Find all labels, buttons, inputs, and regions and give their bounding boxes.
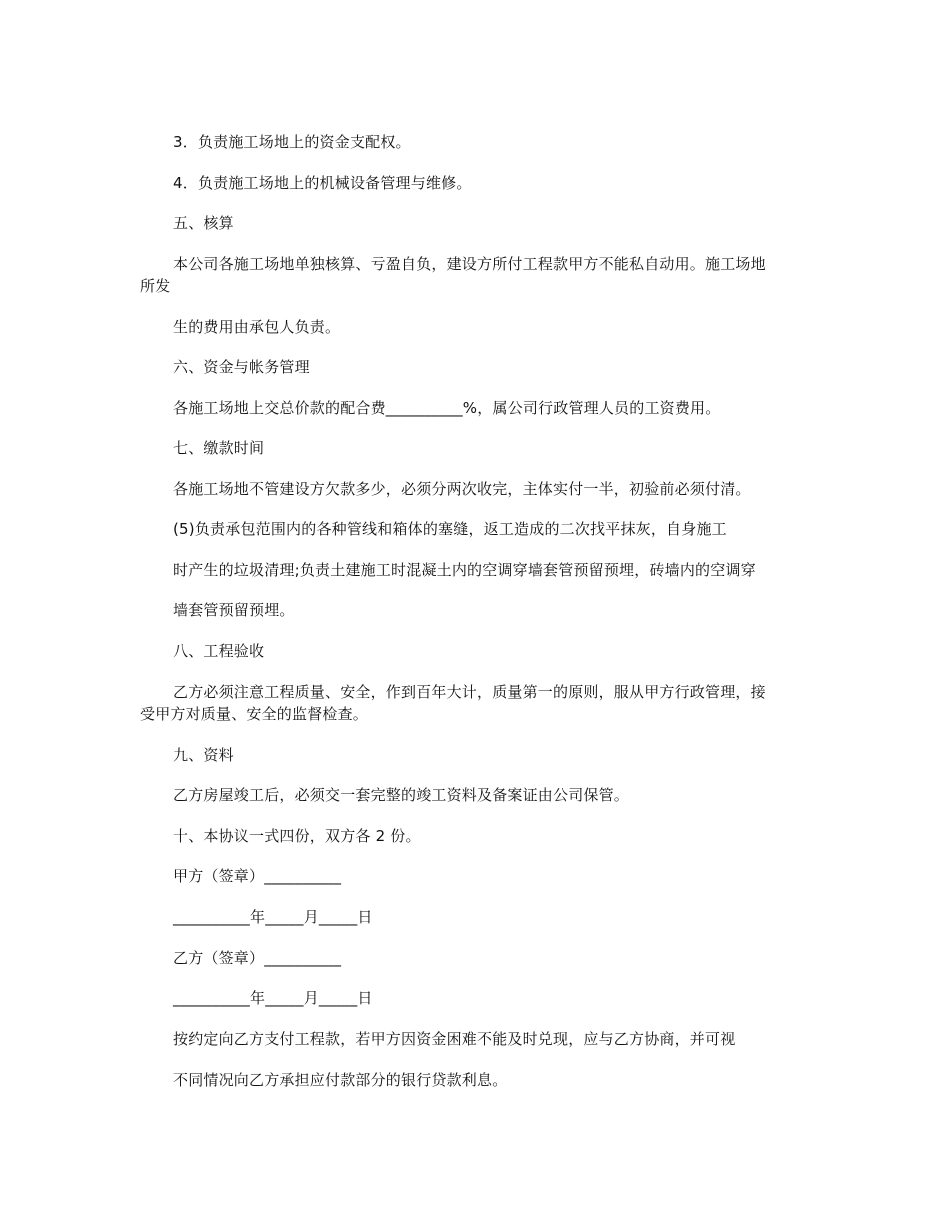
- paragraph-line: 受甲方对质量、安全的监督检查。: [140, 705, 369, 723]
- clause-4: 4．负责施工场地上的机械设备管理与维修。: [173, 174, 472, 192]
- section-heading-5: 五、核算: [173, 214, 234, 232]
- section-heading-8: 八、工程验收: [173, 642, 265, 660]
- paragraph-line: 不同情况向乙方承担应付款部分的银行贷款利息。: [173, 1071, 508, 1089]
- paragraph-line: 按约定向乙方支付工程款，若甲方因资金困难不能及时兑现，应与乙方协商，并可视: [173, 1030, 736, 1048]
- paragraph-line: 乙方房屋竣工后，必须交一套完整的竣工资料及备案证由公司保管。: [173, 786, 630, 804]
- party-a-signature: 甲方（签章）__________: [173, 867, 342, 885]
- paragraph-line: 乙方必须注意工程质量、安全，作到百年大计，质量第一的原则，服从甲方行政管理，接: [173, 683, 766, 701]
- section-heading-7: 七、缴款时间: [173, 439, 265, 457]
- party-b-date: __________年_____月_____日: [173, 989, 373, 1007]
- party-b-signature: 乙方（签章）__________: [173, 949, 342, 967]
- clause-3: 3．负责施工场地上的资金支配权。: [173, 133, 411, 151]
- paragraph-line: 时产生的垃圾清理;负责土建施工时混凝土内的空调穿墙套管预留预埋，砖墙内的空调穿: [173, 561, 756, 579]
- paragraph-line: 各施工场地不管建设方欠款多少，必须分两次收完，主体实付一半，初验前必须付清。: [173, 480, 751, 498]
- section-heading-9: 九、资料: [173, 746, 234, 764]
- paragraph-line: 各施工场地上交总价款的配合费__________%，属公司行政管理人员的工资费用。: [173, 399, 721, 417]
- party-a-date: __________年_____月_____日: [173, 908, 373, 926]
- paragraph-line: 生的费用由承包人负责。: [173, 318, 341, 336]
- paragraph-line: (5)负责承包范围内的各种管线和箱体的塞缝，返工造成的二次找平抹灰，自身施工: [173, 520, 727, 538]
- paragraph-line: 本公司各施工场地单独核算、亏盈自负，建设方所付工程款甲方不能私自动用。施工场地: [173, 255, 766, 273]
- paragraph-line: 墙套管预留预埋。: [173, 601, 295, 619]
- section-heading-6: 六、资金与帐务管理: [173, 358, 310, 376]
- paragraph-line: 所发: [140, 277, 171, 295]
- section-heading-10: 十、本协议一式四份，双方各 2 份。: [173, 827, 421, 845]
